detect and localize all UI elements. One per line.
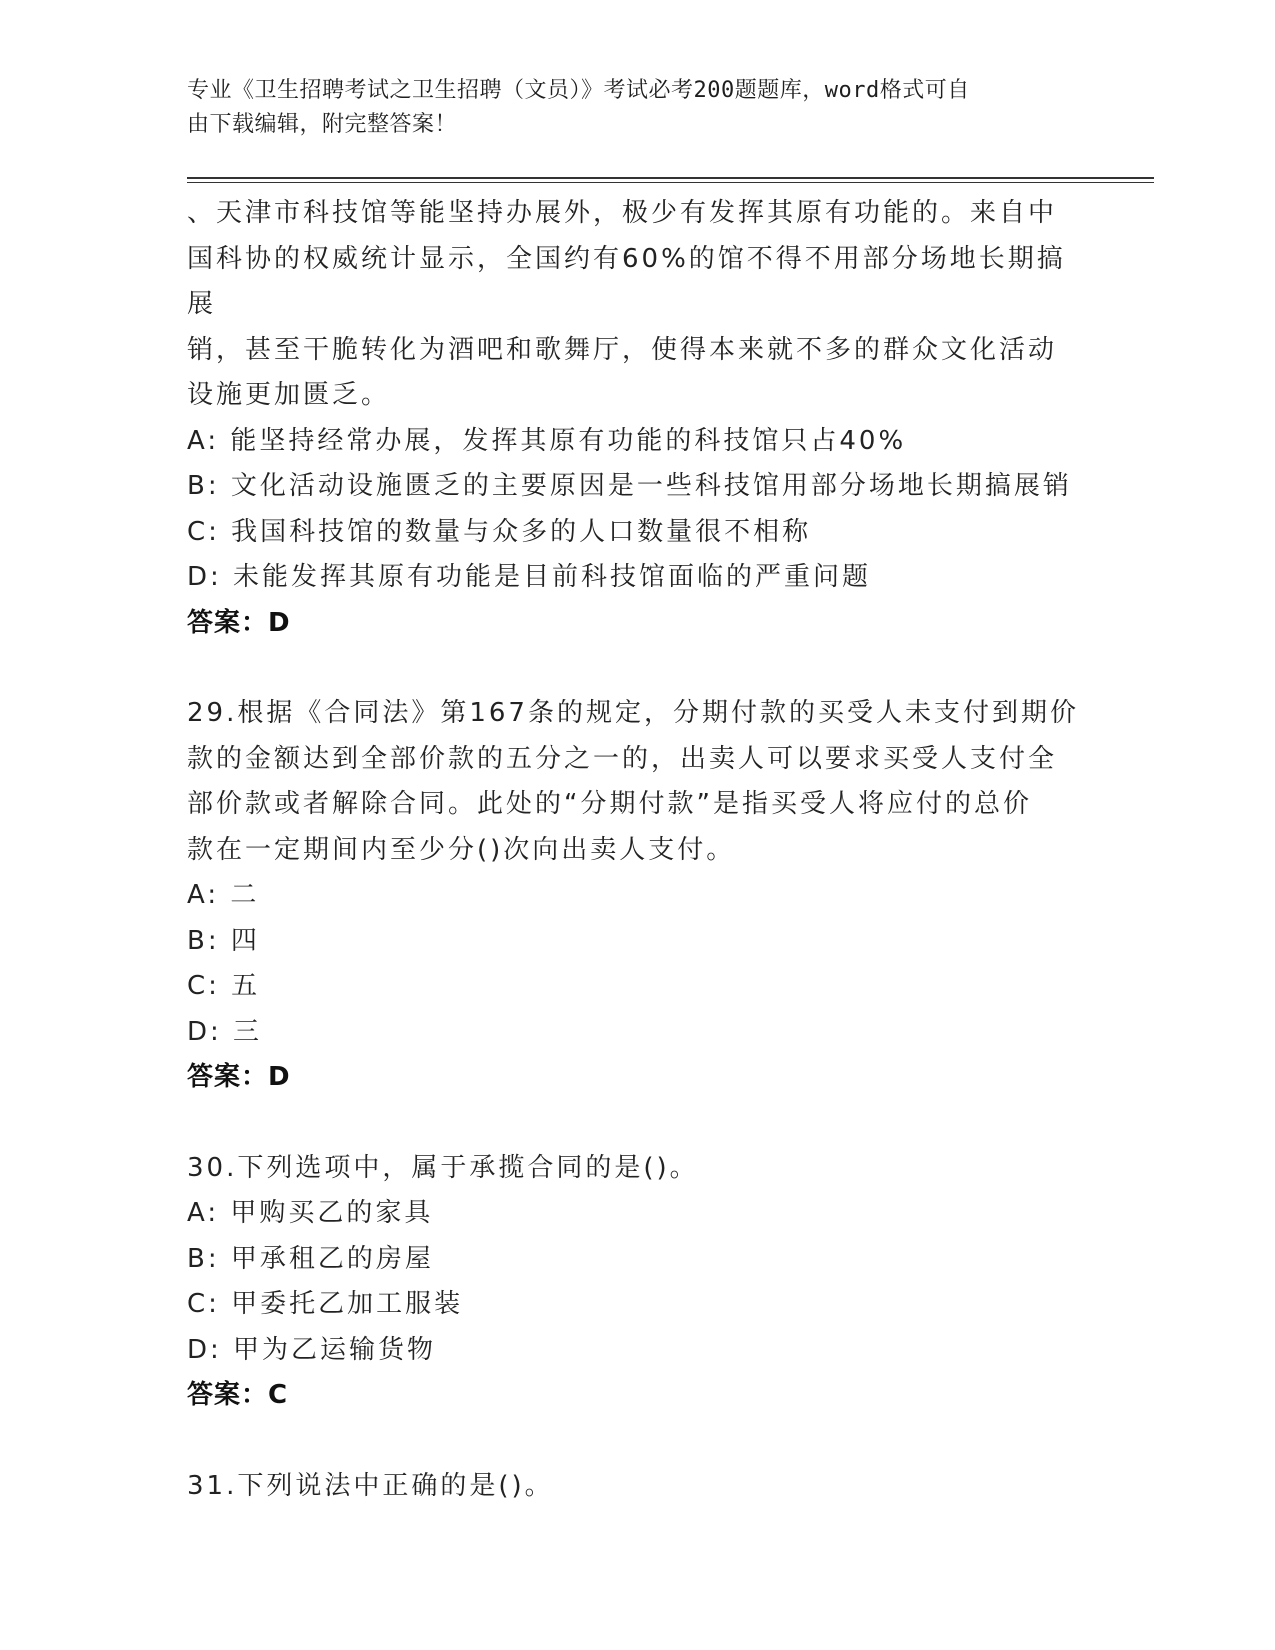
question-29-option-a: A: 二 (187, 880, 260, 910)
question-28-option-c: C: 我国科技馆的数量与众多的人口数量很不相称 (187, 516, 812, 547)
question-31 (187, 1464, 1087, 1510)
question-28-option-b: B: 文化活动设施匮乏的主要原因是一些科技馆用部分场地长期搞展销 (187, 471, 1072, 501)
question-28-line-1: 、天津市科技馆等能坚持办展外，极少有发挥其原有功能的。来自中 (187, 198, 1058, 228)
question-31-line-1: 31.下列说法中正确的是()。 (187, 1470, 554, 1501)
question-30-option-d: D: 甲为乙运输货物 (187, 1334, 437, 1365)
header-divider-thick (187, 177, 1154, 179)
question-29-option-c: C: 五 (187, 971, 261, 1001)
question-29-answer: 答案：D (187, 1062, 291, 1092)
question-28-option-a: A: 能坚持经常办展，发挥其原有功能的科技馆只占40% (187, 425, 907, 456)
question-28-line-2: 国科协的权威统计显示，全国约有60%的馆不得不用部分场地长期搞展 (187, 243, 1066, 319)
spacer (187, 1101, 1087, 1146)
question-28 (187, 191, 1087, 646)
header-line-1: 专业《卫生招聘考试之卫生招聘（文员）》考试必考200题题库，word格式可自 (187, 78, 970, 103)
question-29-line-4: 款在一定期间内至少分()次向出卖人支付。 (187, 834, 736, 865)
question-28-line-4: 设施更加匮乏。 (187, 380, 391, 410)
document-header (187, 74, 1077, 142)
question-28-answer: 答案：D (187, 607, 291, 638)
header-divider-thin (187, 182, 1154, 183)
question-29 (187, 691, 1087, 1101)
question-29-line-3: 部价款或者解除合同。此处的“分期付款”是指买受人将应付的总价 (187, 789, 1032, 819)
question-29-option-d: D: 三 (187, 1016, 263, 1047)
question-30-option-a: A: 甲购买乙的家具 (187, 1198, 434, 1228)
question-30-option-c: C: 甲委托乙加工服装 (187, 1289, 464, 1319)
spacer (187, 1419, 1087, 1464)
question-28-line-3: 销，甚至干脆转化为酒吧和歌舞厅，使得本来就不多的群众文化活动 (187, 334, 1058, 365)
spacer (187, 646, 1087, 691)
question-30-option-b: B: 甲承租乙的房屋 (187, 1243, 434, 1274)
document-body (187, 191, 1087, 1509)
question-30-line-1: 30.下列选项中，属于承揽合同的是()。 (187, 1152, 699, 1183)
question-29-line-2: 款的金额达到全部价款的五分之一的，出卖人可以要求买受人支付全 (187, 743, 1058, 774)
question-30-answer: 答案：C (187, 1380, 289, 1410)
question-29-option-b: B: 四 (187, 925, 260, 956)
question-29-line-1: 29.根据《合同法》第167条的规定，分期付款的买受人未支付到期价 (187, 698, 1079, 728)
question-30 (187, 1146, 1087, 1419)
question-28-option-d: D: 未能发挥其原有功能是目前科技馆面临的严重问题 (187, 562, 872, 592)
header-line-2: 由下载编辑，附完整答案！ (187, 112, 458, 137)
